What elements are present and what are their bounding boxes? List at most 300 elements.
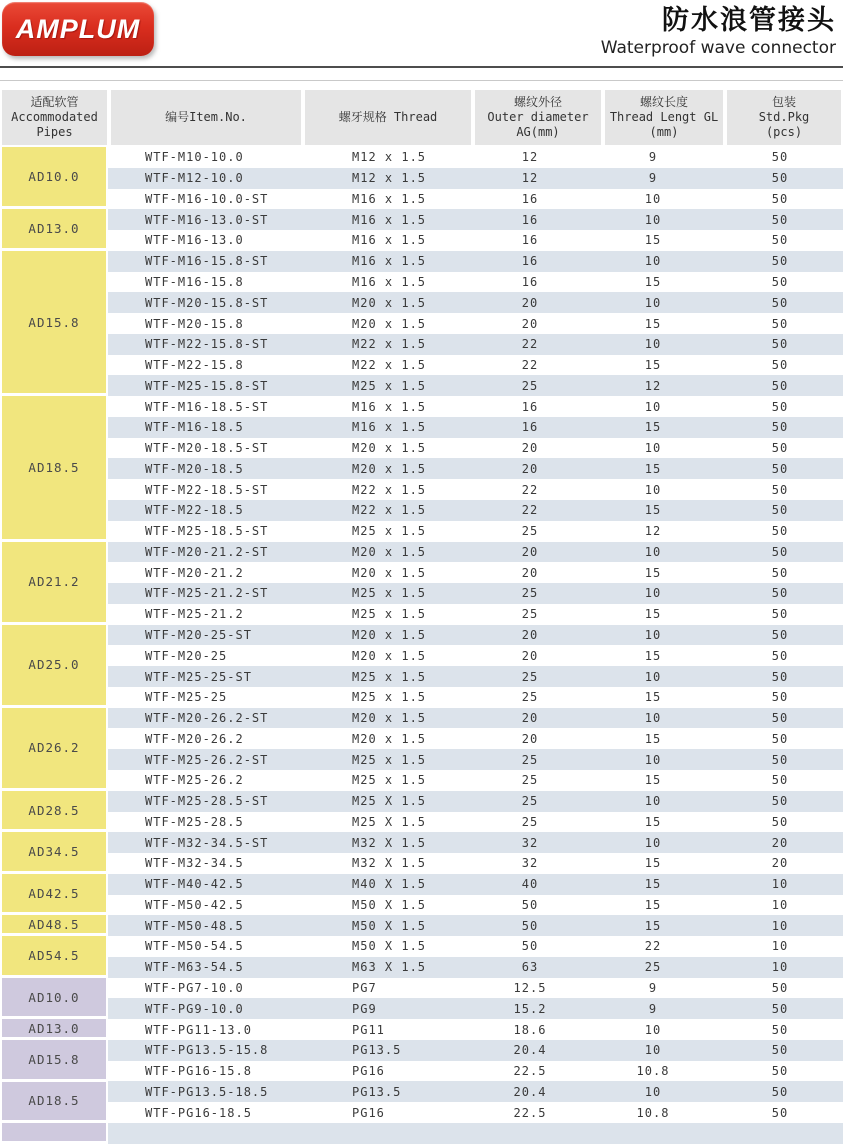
table-row — [108, 438, 843, 459]
cell-item-no: WTF-M22-15.8 — [145, 358, 244, 373]
table-row — [108, 334, 843, 355]
cell-thread-length: 9 — [648, 150, 658, 165]
table-row — [108, 375, 843, 396]
cell-outer-diameter: 20 — [521, 441, 539, 456]
table-row — [108, 936, 843, 957]
cell-thread: M25 x 1.5 — [352, 607, 427, 622]
cell-std-pkg: 50 — [771, 794, 789, 809]
rows-column — [108, 147, 843, 1144]
cell-thread: M16 x 1.5 — [352, 191, 427, 206]
cell-thread: M20 x 1.5 — [352, 627, 427, 642]
cell-thread-length: 22 — [644, 939, 662, 954]
cell-thread: PG7 — [352, 981, 377, 995]
cell-std-pkg: 50 — [771, 731, 789, 746]
cell-thread: M25 x 1.5 — [352, 773, 427, 788]
table-row — [108, 708, 843, 729]
cell-thread-length: 10 — [644, 794, 662, 809]
cell-outer-diameter: 40 — [521, 877, 539, 892]
cell-item-no: WTF-M22-18.5 — [145, 503, 244, 518]
cell-thread: M32 X 1.5 — [352, 856, 427, 871]
table-row — [108, 542, 843, 563]
cell-std-pkg: 50 — [771, 752, 789, 767]
cell-item-no: WTF-PG13.5-18.5 — [145, 1084, 269, 1099]
cell-outer-diameter: 20 — [521, 731, 539, 746]
cell-std-pkg: 50 — [771, 1105, 789, 1120]
cell-item-no: WTF-M22-18.5-ST — [145, 482, 269, 497]
divider-light — [0, 80, 843, 81]
table-body — [2, 147, 843, 1144]
cell-item-no: WTF-M16-18.5 — [145, 420, 244, 435]
cell-thread: M25 x 1.5 — [352, 586, 427, 601]
cell-thread: M16 x 1.5 — [352, 274, 427, 289]
cell-outer-diameter: 20 — [521, 544, 539, 559]
table-row — [108, 147, 843, 168]
cell-item-no: WTF-M50-42.5 — [145, 897, 244, 912]
cell-std-pkg: 50 — [771, 171, 789, 186]
cell-item-no: WTF-M20-25 — [145, 648, 228, 663]
cell-thread-length: 15 — [644, 690, 662, 705]
table-row — [108, 874, 843, 895]
column-header: 螺纹长度 Thread Lengt GL (mm) — [605, 90, 723, 145]
cell-outer-diameter: 12 — [521, 150, 539, 165]
cell-item-no: WTF-M16-10.0-ST — [145, 191, 269, 206]
cell-item-no: WTF-M25-21.2-ST — [145, 586, 269, 601]
cell-thread-length: 25 — [644, 960, 662, 975]
cell-thread-length: 15 — [644, 897, 662, 912]
cell-thread: M40 X 1.5 — [352, 877, 427, 892]
cell-thread-length: 10 — [644, 752, 662, 767]
pipe-group-cell: AD18.5 — [2, 396, 106, 538]
table-row — [108, 853, 843, 874]
cell-thread: M16 x 1.5 — [352, 399, 427, 414]
cell-outer-diameter: 20 — [521, 648, 539, 663]
cell-outer-diameter: 25 — [521, 607, 539, 622]
cell-outer-diameter: 22 — [521, 337, 539, 352]
cell-std-pkg: 50 — [771, 1064, 789, 1079]
cell-std-pkg: 50 — [771, 1084, 789, 1099]
cell-thread-length: 10 — [644, 711, 662, 726]
cell-thread-length: 15 — [644, 503, 662, 518]
cell-thread-length: 10 — [644, 586, 662, 601]
pipe-group-cell: AD13.0 — [2, 1019, 106, 1037]
cell-std-pkg: 50 — [771, 482, 789, 497]
cell-thread-length: 15 — [644, 877, 662, 892]
cell-thread: M20 x 1.5 — [352, 711, 427, 726]
cell-std-pkg: 50 — [771, 1001, 789, 1016]
cell-outer-diameter: 22 — [521, 503, 539, 518]
table-row — [108, 272, 843, 293]
cell-std-pkg: 50 — [771, 254, 789, 269]
cell-thread: M32 X 1.5 — [352, 835, 427, 850]
table-row — [108, 583, 843, 604]
cell-outer-diameter: 22 — [521, 482, 539, 497]
cell-outer-diameter: 16 — [521, 254, 539, 269]
cell-thread-length: 10 — [644, 1084, 662, 1099]
cell-thread-length: 10 — [644, 544, 662, 559]
cell-std-pkg: 50 — [771, 607, 789, 622]
table-row — [108, 957, 843, 978]
cell-outer-diameter: 50 — [521, 918, 539, 933]
cell-thread: PG13.5 — [352, 1043, 402, 1058]
cell-thread: M20 x 1.5 — [352, 544, 427, 559]
pipe-group-cell: AD13.0 — [2, 209, 106, 248]
cell-std-pkg: 50 — [771, 233, 789, 248]
cell-std-pkg: 10 — [771, 877, 789, 892]
cell-thread: M25 x 1.5 — [352, 752, 427, 767]
table-row — [108, 978, 843, 999]
cell-item-no: WTF-M25-26.2 — [145, 773, 244, 788]
table-row — [108, 1102, 843, 1123]
column-header: 适配软管 Accommodated Pipes — [2, 90, 107, 145]
cell-item-no: WTF-M16-13.0 — [145, 233, 244, 248]
cell-thread-length: 12 — [644, 524, 662, 539]
cell-std-pkg: 50 — [771, 461, 789, 476]
cell-outer-diameter: 25 — [521, 814, 539, 829]
cell-outer-diameter: 20 — [521, 316, 539, 331]
cell-thread-length: 10 — [644, 212, 662, 227]
cell-thread: M20 x 1.5 — [352, 316, 427, 331]
table-row — [108, 417, 843, 438]
cell-thread: M22 x 1.5 — [352, 482, 427, 497]
cell-item-no: WTF-M40-42.5 — [145, 877, 244, 892]
cell-item-no: WTF-M25-28.5 — [145, 814, 244, 829]
cell-std-pkg: 50 — [771, 274, 789, 289]
cell-thread: M16 x 1.5 — [352, 212, 427, 227]
cell-std-pkg: 50 — [771, 295, 789, 310]
cell-thread-length: 15 — [644, 648, 662, 663]
pipe-group-cell: AD18.5 — [2, 1082, 106, 1121]
pipe-group-cell: AD10.0 — [2, 978, 106, 1017]
pipe-group-cell: AD15.8 — [2, 251, 106, 393]
table-row — [108, 687, 843, 708]
cell-thread-length: 10 — [644, 835, 662, 850]
divider-dark — [0, 66, 843, 68]
pipe-group-cell: AD10.0 — [2, 147, 106, 206]
cell-std-pkg: 10 — [771, 918, 789, 933]
cell-thread: M22 x 1.5 — [352, 337, 427, 352]
pipe-group-cell: AD34.5 — [2, 832, 106, 871]
cell-outer-diameter: 20 — [521, 295, 539, 310]
cell-thread: M20 x 1.5 — [352, 441, 427, 456]
cell-thread-length: 15 — [644, 607, 662, 622]
pipe-group-cell: AD21.2 — [2, 542, 106, 622]
cell-outer-diameter: 25 — [521, 752, 539, 767]
cell-outer-diameter: 22 — [521, 358, 539, 373]
cell-thread-length: 15 — [644, 814, 662, 829]
table-row — [108, 749, 843, 770]
cell-std-pkg: 50 — [771, 337, 789, 352]
table-row — [108, 728, 843, 749]
cell-outer-diameter: 32 — [521, 835, 539, 850]
table-row — [108, 479, 843, 500]
cell-std-pkg: 50 — [771, 1043, 789, 1058]
cell-outer-diameter: 32 — [521, 856, 539, 871]
cell-item-no: WTF-PG7-10.0 — [145, 981, 244, 995]
cell-thread: M25 X 1.5 — [352, 794, 427, 809]
cell-std-pkg: 50 — [771, 503, 789, 518]
cell-thread-length: 10 — [644, 669, 662, 684]
cell-std-pkg: 50 — [771, 586, 789, 601]
cell-thread: M25 x 1.5 — [352, 690, 427, 705]
cell-item-no: WTF-M25-15.8-ST — [145, 378, 269, 393]
cell-item-no: WTF-M32-34.5-ST — [145, 835, 269, 850]
cell-thread: M22 x 1.5 — [352, 358, 427, 373]
cell-outer-diameter: 16 — [521, 212, 539, 227]
table-row — [108, 458, 843, 479]
cell-thread: M50 X 1.5 — [352, 939, 427, 954]
cell-outer-diameter: 20.4 — [513, 1084, 547, 1099]
cell-thread-length: 10 — [644, 295, 662, 310]
cell-outer-diameter: 20 — [521, 627, 539, 642]
cell-std-pkg: 50 — [771, 544, 789, 559]
table-row — [108, 915, 843, 936]
table-row — [108, 396, 843, 417]
cell-outer-diameter: 25 — [521, 524, 539, 539]
cell-outer-diameter: 50 — [521, 897, 539, 912]
table-row — [108, 1040, 843, 1061]
cell-item-no: WTF-PG16-18.5 — [145, 1105, 252, 1120]
cell-thread: M16 x 1.5 — [352, 420, 427, 435]
cell-thread-length: 15 — [644, 565, 662, 580]
cell-thread: M50 X 1.5 — [352, 897, 427, 912]
table-row — [108, 625, 843, 646]
cell-outer-diameter: 20.4 — [513, 1043, 547, 1058]
cell-item-no: WTF-M16-15.8 — [145, 274, 244, 289]
cell-std-pkg: 50 — [771, 711, 789, 726]
table-row — [108, 1019, 843, 1040]
cell-item-no: WTF-PG13.5-15.8 — [145, 1043, 269, 1058]
cell-thread: M25 X 1.5 — [352, 814, 427, 829]
cell-thread-length: 10.8 — [636, 1064, 670, 1079]
cell-std-pkg: 50 — [771, 524, 789, 539]
cell-thread-length: 10 — [644, 627, 662, 642]
pipe-group-cell: AD26.2 — [2, 708, 106, 788]
cell-thread-length: 10 — [644, 337, 662, 352]
cell-thread: M20 x 1.5 — [352, 565, 427, 580]
pipe-group-cell — [2, 1123, 106, 1141]
pipe-group-cell: AD54.5 — [2, 936, 106, 975]
group-column — [2, 147, 106, 1144]
cell-item-no: WTF-M25-25-ST — [145, 669, 252, 684]
cell-thread: PG11 — [352, 1022, 385, 1037]
cell-thread: M25 x 1.5 — [352, 524, 427, 539]
pipe-group-cell: AD28.5 — [2, 791, 106, 830]
cell-thread-length: 15 — [644, 358, 662, 373]
cell-outer-diameter: 50 — [521, 939, 539, 954]
cell-item-no: WTF-M20-25-ST — [145, 627, 252, 642]
table-row — [108, 500, 843, 521]
cell-item-no: WTF-M25-21.2 — [145, 607, 244, 622]
brand-logo — [2, 2, 154, 56]
cell-thread: M25 x 1.5 — [352, 669, 427, 684]
table-row — [108, 666, 843, 687]
cell-item-no: WTF-M50-48.5 — [145, 918, 244, 933]
cell-item-no: WTF-M16-18.5-ST — [145, 399, 269, 414]
cell-std-pkg: 10 — [771, 897, 789, 912]
cell-std-pkg: 50 — [771, 627, 789, 642]
column-header: 螺纹外径 Outer diameter AG(mm) — [475, 90, 601, 145]
cell-thread: M63 X 1.5 — [352, 960, 427, 975]
cell-std-pkg: 50 — [771, 399, 789, 414]
cell-item-no: WTF-M16-15.8-ST — [145, 254, 269, 269]
cell-thread-length: 9 — [648, 171, 658, 186]
table-row — [108, 1061, 843, 1082]
table-row — [108, 791, 843, 812]
table-row — [108, 770, 843, 791]
cell-thread-length: 15 — [644, 731, 662, 746]
cell-std-pkg: 10 — [771, 960, 789, 975]
cell-thread-length: 15 — [644, 274, 662, 289]
cell-thread: M16 x 1.5 — [352, 233, 427, 248]
cell-outer-diameter: 12.5 — [513, 981, 547, 995]
cell-std-pkg: 50 — [771, 420, 789, 435]
cell-thread: PG16 — [352, 1064, 385, 1079]
cell-item-no: WTF-M32-34.5 — [145, 856, 244, 871]
cell-item-no: WTF-M10-10.0 — [145, 150, 244, 165]
cell-thread: M20 x 1.5 — [352, 461, 427, 476]
cell-std-pkg: 50 — [771, 814, 789, 829]
cell-thread: M12 x 1.5 — [352, 171, 427, 186]
cell-thread-length: 10 — [644, 482, 662, 497]
cell-item-no: WTF-M20-18.5 — [145, 461, 244, 476]
cell-thread-length: 10.8 — [636, 1105, 670, 1120]
cell-item-no: WTF-M25-25 — [145, 690, 228, 705]
cell-thread: M12 x 1.5 — [352, 150, 427, 165]
table-row — [108, 292, 843, 313]
cell-thread-length: 10 — [644, 441, 662, 456]
table-row — [108, 562, 843, 583]
cell-thread-length: 15 — [644, 773, 662, 788]
cell-outer-diameter: 22.5 — [513, 1105, 547, 1120]
cell-item-no: WTF-M25-28.5-ST — [145, 794, 269, 809]
cell-thread-length: 10 — [644, 191, 662, 206]
table-row — [108, 832, 843, 853]
table-row — [108, 355, 843, 376]
cell-item-no: WTF-M25-26.2-ST — [145, 752, 269, 767]
cell-outer-diameter: 16 — [521, 191, 539, 206]
cell-std-pkg: 20 — [771, 856, 789, 871]
table-header — [2, 90, 841, 145]
cell-item-no: WTF-M20-26.2-ST — [145, 711, 269, 726]
cell-thread: M20 x 1.5 — [352, 648, 427, 663]
cell-std-pkg: 10 — [771, 939, 789, 954]
cell-outer-diameter: 25 — [521, 378, 539, 393]
cell-outer-diameter: 20 — [521, 711, 539, 726]
cell-std-pkg: 20 — [771, 835, 789, 850]
cell-std-pkg: 50 — [771, 378, 789, 393]
cell-item-no: WTF-M20-15.8-ST — [145, 295, 269, 310]
cell-item-no: WTF-PG16-15.8 — [145, 1064, 252, 1079]
cell-std-pkg: 50 — [771, 316, 789, 331]
cell-thread: M25 x 1.5 — [352, 378, 427, 393]
column-header: 包装 Std.Pkg (pcs) — [727, 90, 841, 145]
cell-thread: M20 x 1.5 — [352, 731, 427, 746]
table-row — [108, 313, 843, 334]
cell-thread-length: 10 — [644, 254, 662, 269]
cell-std-pkg: 50 — [771, 150, 789, 165]
cell-std-pkg: 50 — [771, 669, 789, 684]
cell-std-pkg: 50 — [771, 191, 789, 206]
cell-outer-diameter: 25 — [521, 586, 539, 601]
pipe-group-cell: AD25.0 — [2, 625, 106, 705]
column-header: 编号Item.No. — [111, 90, 301, 145]
cell-outer-diameter: 25 — [521, 669, 539, 684]
cell-std-pkg: 50 — [771, 441, 789, 456]
cell-thread-length: 9 — [648, 981, 658, 995]
cell-thread-length: 15 — [644, 856, 662, 871]
cell-outer-diameter: 22.5 — [513, 1064, 547, 1079]
cell-item-no: WTF-M20-18.5-ST — [145, 441, 269, 456]
cell-outer-diameter: 16 — [521, 233, 539, 248]
table-row — [108, 1081, 843, 1102]
cell-std-pkg: 50 — [771, 358, 789, 373]
pipe-group-cell: AD42.5 — [2, 874, 106, 913]
cell-item-no: WTF-M63-54.5 — [145, 960, 244, 975]
cell-std-pkg: 50 — [771, 1022, 789, 1037]
cell-thread: PG13.5 — [352, 1084, 402, 1099]
cell-outer-diameter: 63 — [521, 960, 539, 975]
pipe-group-cell: AD15.8 — [2, 1040, 106, 1079]
cell-std-pkg: 50 — [771, 690, 789, 705]
cell-std-pkg: 50 — [771, 212, 789, 227]
cell-outer-diameter: 25 — [521, 794, 539, 809]
cell-item-no: WTF-M16-13.0-ST — [145, 212, 269, 227]
cell-item-no: WTF-M50-54.5 — [145, 939, 244, 954]
cell-std-pkg: 50 — [771, 565, 789, 580]
cell-item-no: WTF-M25-18.5-ST — [145, 524, 269, 539]
cell-thread: PG9 — [352, 1001, 377, 1016]
cell-thread: M16 x 1.5 — [352, 254, 427, 269]
cell-item-no: WTF-PG9-10.0 — [145, 1001, 244, 1016]
brand-logo-text: AMPLUM — [15, 13, 141, 44]
cell-outer-diameter: 16 — [521, 420, 539, 435]
table-row — [108, 645, 843, 666]
cell-outer-diameter: 25 — [521, 690, 539, 705]
page-title — [601, 5, 836, 59]
page-title-zh: 防水浪管接头 — [662, 5, 836, 36]
cell-outer-diameter: 16 — [521, 399, 539, 414]
cell-std-pkg: 50 — [771, 773, 789, 788]
cell-thread-length: 10 — [644, 399, 662, 414]
cell-thread-length: 15 — [644, 233, 662, 248]
cell-outer-diameter: 16 — [521, 274, 539, 289]
table-row — [108, 812, 843, 833]
table-row — [108, 998, 843, 1019]
table-row — [108, 895, 843, 916]
table-row — [108, 251, 843, 272]
cell-thread-length: 9 — [648, 1001, 658, 1016]
table-row — [108, 230, 843, 251]
cell-thread-length: 15 — [644, 461, 662, 476]
cell-thread: M50 X 1.5 — [352, 918, 427, 933]
cell-outer-diameter: 12 — [521, 171, 539, 186]
table-row — [108, 521, 843, 542]
cell-thread-length: 12 — [644, 378, 662, 393]
cell-item-no: WTF-M20-15.8 — [145, 316, 244, 331]
cell-thread: M22 x 1.5 — [352, 503, 427, 518]
table-row — [108, 189, 843, 210]
cell-item-no: WTF-M20-21.2-ST — [145, 544, 269, 559]
cell-thread-length: 10 — [644, 1022, 662, 1037]
cell-thread-length: 15 — [644, 918, 662, 933]
cell-outer-diameter: 15.2 — [513, 1001, 547, 1016]
cell-thread-length: 15 — [644, 316, 662, 331]
table-row — [108, 168, 843, 189]
table-row — [108, 604, 843, 625]
cell-std-pkg: 50 — [771, 981, 789, 995]
cell-item-no: WTF-M12-10.0 — [145, 171, 244, 186]
pipe-group-cell: AD48.5 — [2, 915, 106, 933]
